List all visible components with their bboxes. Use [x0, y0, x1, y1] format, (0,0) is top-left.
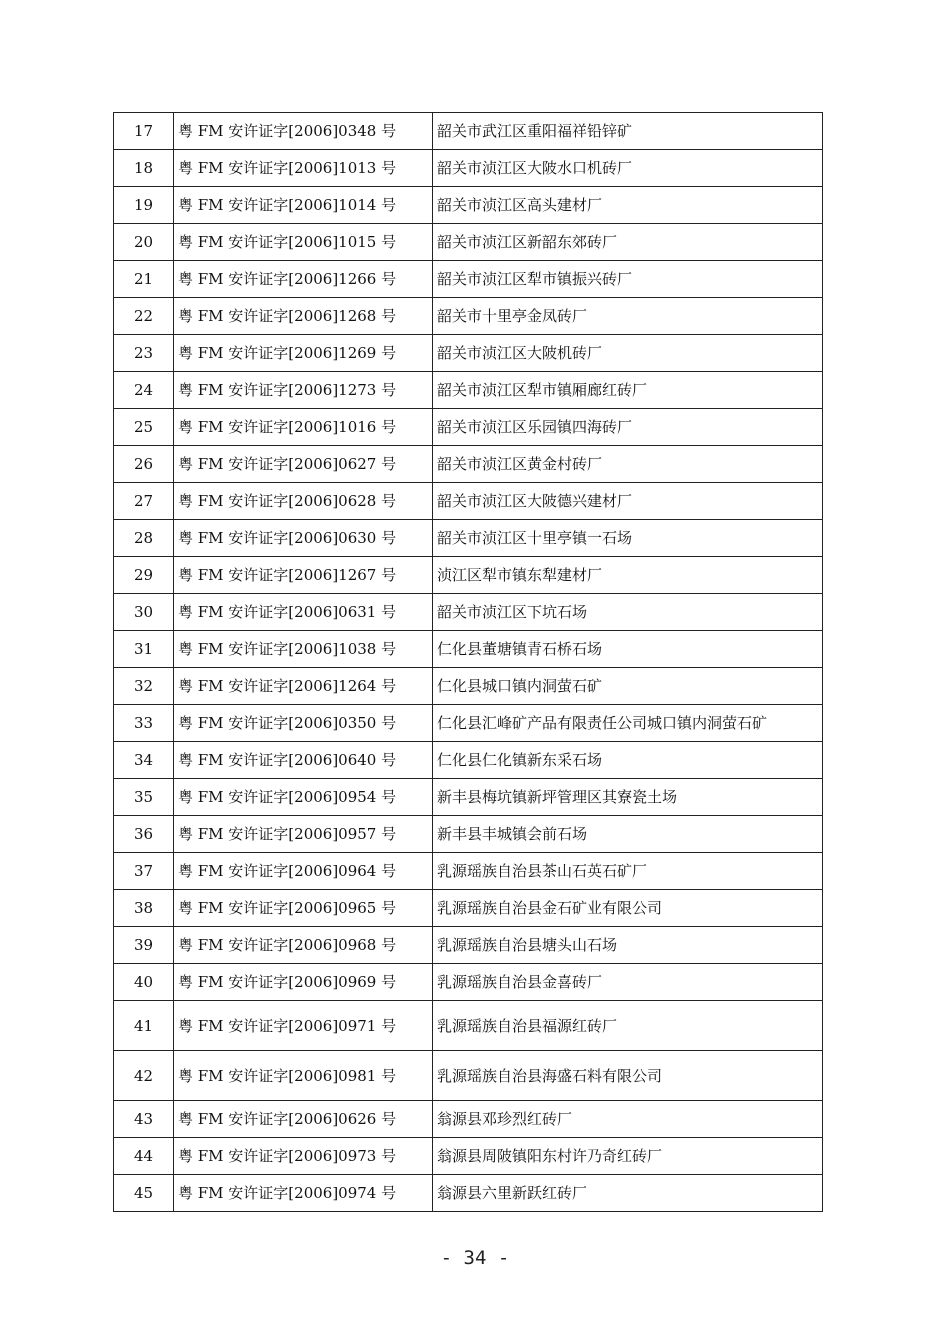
table-row [114, 187, 823, 224]
company-name: 韶关市浈江区高头建材厂 [433, 187, 823, 224]
table-row [114, 742, 823, 779]
license-number: 粤 FM 安许证字[2006]0350 号 [174, 705, 433, 742]
company-name: 韶关市浈江区犁市镇振兴砖厂 [433, 261, 823, 298]
table-row [114, 150, 823, 187]
table-row [114, 1001, 823, 1051]
company-name: 仁化县城口镇内洞萤石矿 [433, 668, 823, 705]
table-row [114, 705, 823, 742]
row-number: 34 [114, 742, 174, 779]
row-number: 25 [114, 409, 174, 446]
license-number: 粤 FM 安许证字[2006]0974 号 [174, 1175, 433, 1212]
row-number: 21 [114, 261, 174, 298]
table-row [114, 372, 823, 409]
company-name: 韶关市浈江区黄金村砖厂 [433, 446, 823, 483]
company-name: 乳源瑶族自治县茶山石英石矿厂 [433, 853, 823, 890]
company-name: 浈江区犁市镇东犁建材厂 [433, 557, 823, 594]
row-number: 37 [114, 853, 174, 890]
license-number: 粤 FM 安许证字[2006]1268 号 [174, 298, 433, 335]
table-row [114, 113, 823, 150]
company-name: 新丰县丰城镇会前石场 [433, 816, 823, 853]
row-number: 28 [114, 520, 174, 557]
row-number: 35 [114, 779, 174, 816]
row-number: 45 [114, 1175, 174, 1212]
table-row [114, 224, 823, 261]
license-number: 粤 FM 安许证字[2006]0630 号 [174, 520, 433, 557]
license-number: 粤 FM 安许证字[2006]0628 号 [174, 483, 433, 520]
company-name: 韶关市十里亭金凤砖厂 [433, 298, 823, 335]
company-name: 韶关市浈江区大陂德兴建材厂 [433, 483, 823, 520]
license-number: 粤 FM 安许证字[2006]0348 号 [174, 113, 433, 150]
company-name: 韶关市浈江区新韶东郊砖厂 [433, 224, 823, 261]
row-number: 41 [114, 1001, 174, 1051]
company-name: 乳源瑶族自治县福源红砖厂 [433, 1001, 823, 1051]
table-row [114, 446, 823, 483]
row-number: 17 [114, 113, 174, 150]
table-row [114, 557, 823, 594]
table-row [114, 927, 823, 964]
table-row [114, 779, 823, 816]
row-number: 18 [114, 150, 174, 187]
license-number: 粤 FM 安许证字[2006]0957 号 [174, 816, 433, 853]
row-number: 30 [114, 594, 174, 631]
company-name: 韶关市浈江区大陂水口机砖厂 [433, 150, 823, 187]
company-name: 乳源瑶族自治县塘头山石场 [433, 927, 823, 964]
row-number: 27 [114, 483, 174, 520]
license-number: 粤 FM 安许证字[2006]0627 号 [174, 446, 433, 483]
row-number: 40 [114, 964, 174, 1001]
license-number: 粤 FM 安许证字[2006]1038 号 [174, 631, 433, 668]
row-number: 31 [114, 631, 174, 668]
table-row [114, 335, 823, 372]
table-row [114, 853, 823, 890]
license-number: 粤 FM 安许证字[2006]1269 号 [174, 335, 433, 372]
license-number: 粤 FM 安许证字[2006]0973 号 [174, 1138, 433, 1175]
license-number: 粤 FM 安许证字[2006]0954 号 [174, 779, 433, 816]
table-row [114, 594, 823, 631]
company-name: 韶关市浈江区大陂机砖厂 [433, 335, 823, 372]
company-name: 韶关市浈江区犁市镇厢廊红砖厂 [433, 372, 823, 409]
license-number: 粤 FM 安许证字[2006]1016 号 [174, 409, 433, 446]
license-number: 粤 FM 安许证字[2006]0626 号 [174, 1101, 433, 1138]
company-name: 韶关市浈江区十里亭镇一石场 [433, 520, 823, 557]
license-table-body [114, 113, 823, 1212]
license-number: 粤 FM 安许证字[2006]0965 号 [174, 890, 433, 927]
row-number: 26 [114, 446, 174, 483]
table-row [114, 261, 823, 298]
license-number: 粤 FM 安许证字[2006]1266 号 [174, 261, 433, 298]
row-number: 42 [114, 1051, 174, 1101]
license-number: 粤 FM 安许证字[2006]0969 号 [174, 964, 433, 1001]
row-number: 29 [114, 557, 174, 594]
license-number: 粤 FM 安许证字[2006]0640 号 [174, 742, 433, 779]
table-row [114, 298, 823, 335]
row-number: 36 [114, 816, 174, 853]
license-table [113, 112, 823, 1212]
table-row [114, 964, 823, 1001]
company-name: 乳源瑶族自治县金石矿业有限公司 [433, 890, 823, 927]
table-row [114, 1175, 823, 1212]
license-number: 粤 FM 安许证字[2006]1264 号 [174, 668, 433, 705]
row-number: 33 [114, 705, 174, 742]
company-name: 仁化县汇峰矿产品有限责任公司城口镇内洞萤石矿 [433, 705, 823, 742]
table-row [114, 483, 823, 520]
company-name: 乳源瑶族自治县金喜砖厂 [433, 964, 823, 1001]
license-number: 粤 FM 安许证字[2006]0968 号 [174, 927, 433, 964]
company-name: 新丰县梅坑镇新坪管理区其寮瓷土场 [433, 779, 823, 816]
company-name: 韶关市浈江区下坑石场 [433, 594, 823, 631]
page-number: - 34 - [440, 1247, 510, 1269]
table-row [114, 631, 823, 668]
table-row [114, 409, 823, 446]
row-number: 39 [114, 927, 174, 964]
table-row [114, 668, 823, 705]
license-number: 粤 FM 安许证字[2006]1273 号 [174, 372, 433, 409]
row-number: 20 [114, 224, 174, 261]
license-number: 粤 FM 安许证字[2006]0631 号 [174, 594, 433, 631]
row-number: 44 [114, 1138, 174, 1175]
company-name: 翁源县周陂镇阳东村许乃奇红砖厂 [433, 1138, 823, 1175]
company-name: 翁源县邓珍烈红砖厂 [433, 1101, 823, 1138]
license-number: 粤 FM 安许证字[2006]1015 号 [174, 224, 433, 261]
company-name: 韶关市武江区重阳福祥铅锌矿 [433, 113, 823, 150]
company-name: 仁化县仁化镇新东采石场 [433, 742, 823, 779]
license-number: 粤 FM 安许证字[2006]1014 号 [174, 187, 433, 224]
license-number: 粤 FM 安许证字[2006]1267 号 [174, 557, 433, 594]
company-name: 翁源县六里新跃红砖厂 [433, 1175, 823, 1212]
table-row [114, 520, 823, 557]
row-number: 38 [114, 890, 174, 927]
license-number: 粤 FM 安许证字[2006]0964 号 [174, 853, 433, 890]
row-number: 22 [114, 298, 174, 335]
company-name: 乳源瑶族自治县海盛石料有限公司 [433, 1051, 823, 1101]
license-number: 粤 FM 安许证字[2006]1013 号 [174, 150, 433, 187]
license-number: 粤 FM 安许证字[2006]0971 号 [174, 1001, 433, 1051]
row-number: 23 [114, 335, 174, 372]
license-number: 粤 FM 安许证字[2006]0981 号 [174, 1051, 433, 1101]
row-number: 43 [114, 1101, 174, 1138]
company-name: 仁化县董塘镇青石桥石场 [433, 631, 823, 668]
row-number: 19 [114, 187, 174, 224]
row-number: 32 [114, 668, 174, 705]
table-row [114, 1101, 823, 1138]
table-row [114, 890, 823, 927]
row-number: 24 [114, 372, 174, 409]
table-row [114, 1051, 823, 1101]
table-row [114, 816, 823, 853]
company-name: 韶关市浈江区乐园镇四海砖厂 [433, 409, 823, 446]
table-row [114, 1138, 823, 1175]
